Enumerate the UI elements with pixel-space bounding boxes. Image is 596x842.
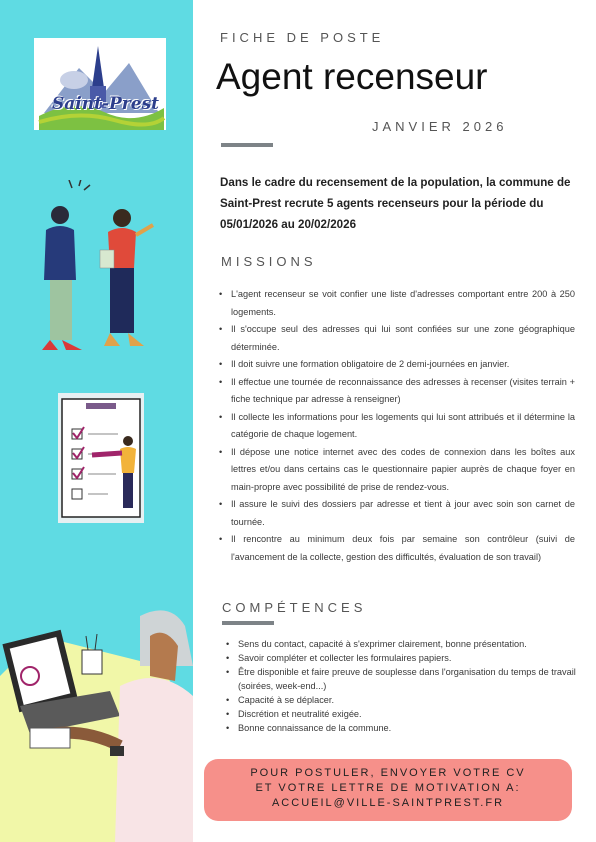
list-item: • Il rencontre au minimum deux fois par semaine son contrôleur (suivi de l'avancement de la collecte, gestion des difficultés, évaluation de son travail) [219, 531, 575, 566]
list-item: • Il dépose une notice internet avec des codes de connexion dans les boîtes aux lettres et/ou dans certains cas le questionnaire papier auprès de chaque foyer en main-propre avec possibilité de prise de rendez-vous. [219, 444, 575, 497]
intro-paragraph: Dans le cadre du recensement de la population, la commune de Saint-Prest recrute 5 agents recenseurs pour la période du 05/01/2026 au 20/02/2026 [220, 176, 571, 231]
divider [221, 143, 273, 147]
application-callout [204, 759, 572, 821]
logo-graphic-icon [34, 38, 166, 130]
list-item: • Il assure le suivi des dossiers par adresse et tient à jour avec soin son carnet de tournée. [219, 496, 575, 531]
list-item: • Il s'occupe seul des adresses qui lui sont confiées sur une zone géographique déterminée. [219, 321, 575, 356]
list-item: • Bonne connaissance de la commune. [226, 721, 576, 735]
list-item: • Capacité à se déplacer. [226, 693, 576, 707]
list-item: • Être disponible et faire preuve de souplesse dans l'organisation du temps de travail (soirées, week-end...) [226, 665, 576, 693]
list-item: • Savoir compléter et collecter les formulaires papiers. [226, 651, 576, 665]
missions-list [219, 286, 575, 566]
list-item: • Discrétion et neutralité exigée. [226, 707, 576, 721]
competences-heading: COMPÉTENCES [222, 600, 367, 615]
checklist-illustration [58, 393, 144, 523]
list-item: • Il effectue une tournée de reconnaissance des adresses à recenser (visites terrain + fiche technique par adresse à renseigner) [219, 374, 575, 409]
date-label: JANVIER 2026 [372, 119, 508, 134]
list-item: • L'agent recenseur se voit confier une liste d'adresses comportant entre 200 à 250 logements. [219, 286, 575, 321]
document-type-label: FICHE DE POSTE [220, 30, 385, 45]
laptop-worker-illustration [0, 606, 193, 842]
callout-line: ET VOTRE LETTRE DE MOTIVATION A: [255, 782, 521, 794]
page-title: Agent recenseur [216, 56, 488, 97]
contact-email[interactable]: ACCUEIL@VILLE-SAINTPREST.FR [271, 797, 505, 809]
list-item: • Il collecte les informations pour les logements qui lui sont attribués et il détermine la catégorie de chaque logement. [219, 409, 575, 444]
missions-heading: MISSIONS [221, 254, 317, 269]
women-talking-illustration [38, 180, 163, 355]
list-item: • Il doit suivre une formation obligatoire de 2 demi-journées en janvier. [219, 356, 575, 374]
logo-text: Saint-Prest [52, 94, 159, 114]
competences-list [226, 637, 576, 735]
callout-line: POUR POSTULER, ENVOYER VOTRE CV [250, 767, 526, 779]
saint-prest-logo [34, 38, 166, 130]
list-item: • Sens du contact, capacité à s'exprimer clairement, bonne présentation. [226, 637, 576, 651]
divider [222, 621, 274, 625]
